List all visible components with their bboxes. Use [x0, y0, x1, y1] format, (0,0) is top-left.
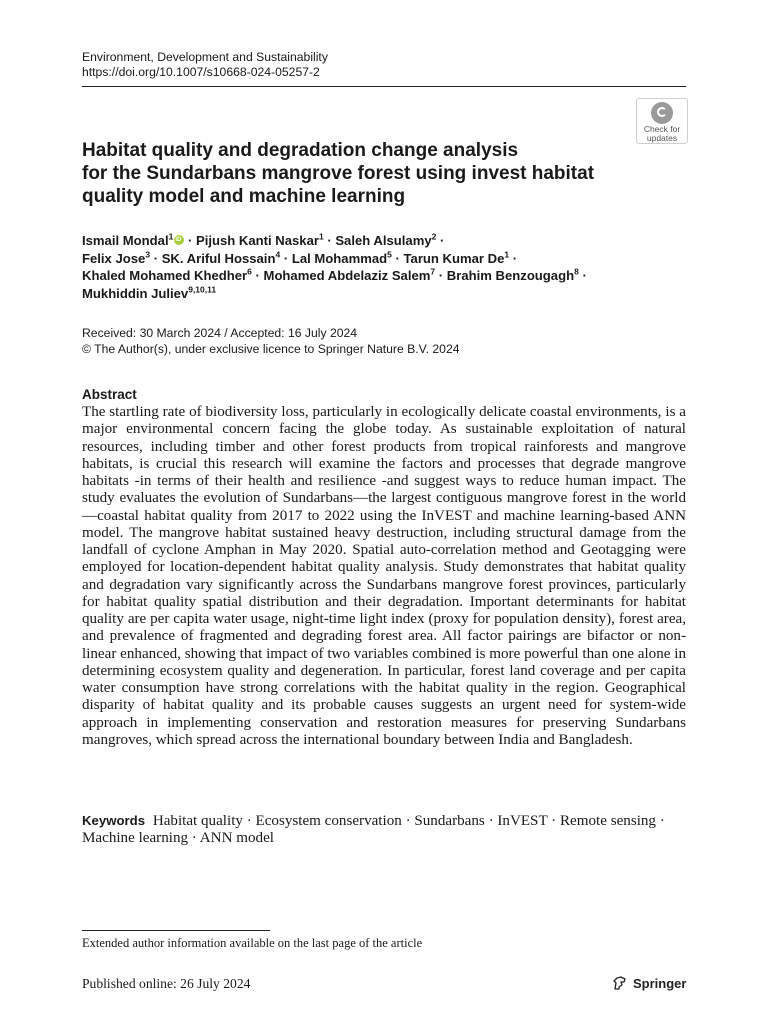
- author-name[interactable]: Saleh Alsulamy: [335, 233, 432, 248]
- header-rule: [82, 86, 686, 87]
- keywords-heading: Keywords: [82, 813, 146, 828]
- author-name[interactable]: Felix Jose: [82, 250, 146, 266]
- article-title: [82, 139, 622, 208]
- check-for-updates-badge[interactable]: [636, 98, 688, 144]
- author-separator: ·: [150, 250, 162, 266]
- author-name[interactable]: Khaled Mohamed Khedher: [82, 268, 248, 283]
- abstract-heading: Abstract: [82, 387, 137, 402]
- journal-name: Environment, Development and Sustainability: [82, 50, 328, 64]
- author-separator: ·: [509, 250, 518, 266]
- doi-link[interactable]: https://doi.org/10.1007/s10668-024-05257-2: [82, 65, 320, 79]
- springer-horse-icon: [612, 975, 628, 991]
- author-name[interactable]: Ismail Mondal: [82, 233, 169, 248]
- published-date: Published online: 26 July 2024: [82, 976, 251, 991]
- copyright-notice: © The Author(s), under exclusive licence to Springer Nature B.V. 2024: [82, 341, 460, 356]
- author-affiliation: 9,10,11: [188, 284, 217, 295]
- author-name[interactable]: Mohamed Abdelaziz Salem: [263, 268, 431, 283]
- author-name[interactable]: Brahim Benzougagh: [446, 268, 575, 283]
- author-separator: ·: [435, 268, 447, 283]
- author-affiliation: 4: [275, 249, 281, 260]
- title-line: quality model and machine learning: [82, 186, 406, 207]
- keywords-section: [82, 812, 686, 848]
- publisher-logo: [612, 975, 686, 992]
- author-name[interactable]: Tarun Kumar De: [403, 250, 505, 266]
- author-affiliation: 2: [431, 231, 437, 242]
- received-accepted: Received: 30 March 2024 / Accepted: 16 July 2024: [82, 326, 358, 340]
- keywords-text: Habitat quality · Ecosystem conservation · Sundarbans · InVEST · Remote sensing · Machine learning · ANN model: [82, 813, 665, 847]
- author-separator: ·: [436, 233, 445, 248]
- author-affiliation: 1: [168, 231, 174, 242]
- footnote-rule: [82, 930, 270, 931]
- author-separator: ·: [323, 233, 336, 248]
- orcid-icon[interactable]: [174, 235, 184, 245]
- author-name[interactable]: Lal Mohammad: [291, 250, 388, 266]
- author-affiliation: 8: [574, 266, 579, 277]
- title-line: for the Sundarbans mangrove forest using invest habitat: [82, 163, 595, 184]
- author-affiliation: 3: [145, 249, 151, 260]
- article-dates: [82, 326, 460, 357]
- crossmark-icon: [651, 102, 673, 124]
- title-line: Habitat quality and degradation change analysis: [82, 140, 519, 161]
- author-affiliation: 5: [387, 249, 392, 260]
- journal-header: [82, 50, 328, 80]
- badge-line-1: Check for: [643, 124, 681, 134]
- author-separator: ·: [184, 233, 196, 248]
- author-list: [82, 232, 682, 302]
- author-name[interactable]: Mukhiddin Juliev: [82, 285, 189, 301]
- author-affiliation: 1: [504, 249, 510, 260]
- author-separator: ·: [578, 268, 587, 283]
- author-name[interactable]: SK. Ariful Hossain: [161, 250, 276, 266]
- abstract-text: The startling rate of biodiversity loss, particularly in ecologically delicate coastal environments, is a major environmental concern facing the globe today. As sustainable exploitation of natural resources, including timber and other forest products from tropical rainforests and mangrove habitats, is crucial this research will examine the factors and processes that degrade mangrove habitats -in terms of their health and resilience -and suggest ways to reduce human impact. The study evaluates the evolution of Sundarbans—the largest contiguous mangrove forest in the world—coastal habitat quality from 2017 to 2022 using the InVEST and machine learning-based ANN model. The mangrove habitat sustained heavy destruction, including structural damage from the landfall of cyclone Amphan in May 2020. Spatial auto-correlation method and Geotagging were employed for location-dependent habitat quality analysis. Study demonstrates that habitat quality and degradation vary significantly across the Sundarbans mangrove forest provinces, particularly for habitat quality spatial distribution and their degradation. Important determinants for habitat quality are per capita water usage, night-time light index (proxy for population density), forest area, and prevalence of fragmented and degrading forest area. All factor pairings are bifactor or non-linear enhanced, showing that impact of two variables combined is more powerful than one alone in determining ecosystem quality and degeneration. In particular, forest land coverage and per capita water consumption have strong correlations with the habitat quality in the region. Geographical disparity of habitat quality and its probable causes suggests an urgent need for system-wide approach in implementing conservation and restoration measures for preserving Sundarbans mangroves, which spread across the international boundary between India and Bangladesh.: [82, 404, 686, 748]
- author-separator: ·: [280, 250, 292, 266]
- footnote: Extended author information available on the last page of the article: [82, 936, 423, 950]
- author-affiliation: 6: [247, 266, 252, 277]
- publisher-name: Springer: [633, 976, 687, 991]
- author-separator: ·: [251, 268, 264, 283]
- author-affiliation: 7: [430, 266, 436, 277]
- badge-line-2: updates: [646, 132, 678, 143]
- author-separator: ·: [391, 250, 404, 266]
- author-affiliation: 1: [318, 231, 324, 242]
- author-name[interactable]: Pijush Kanti Naskar: [195, 233, 319, 248]
